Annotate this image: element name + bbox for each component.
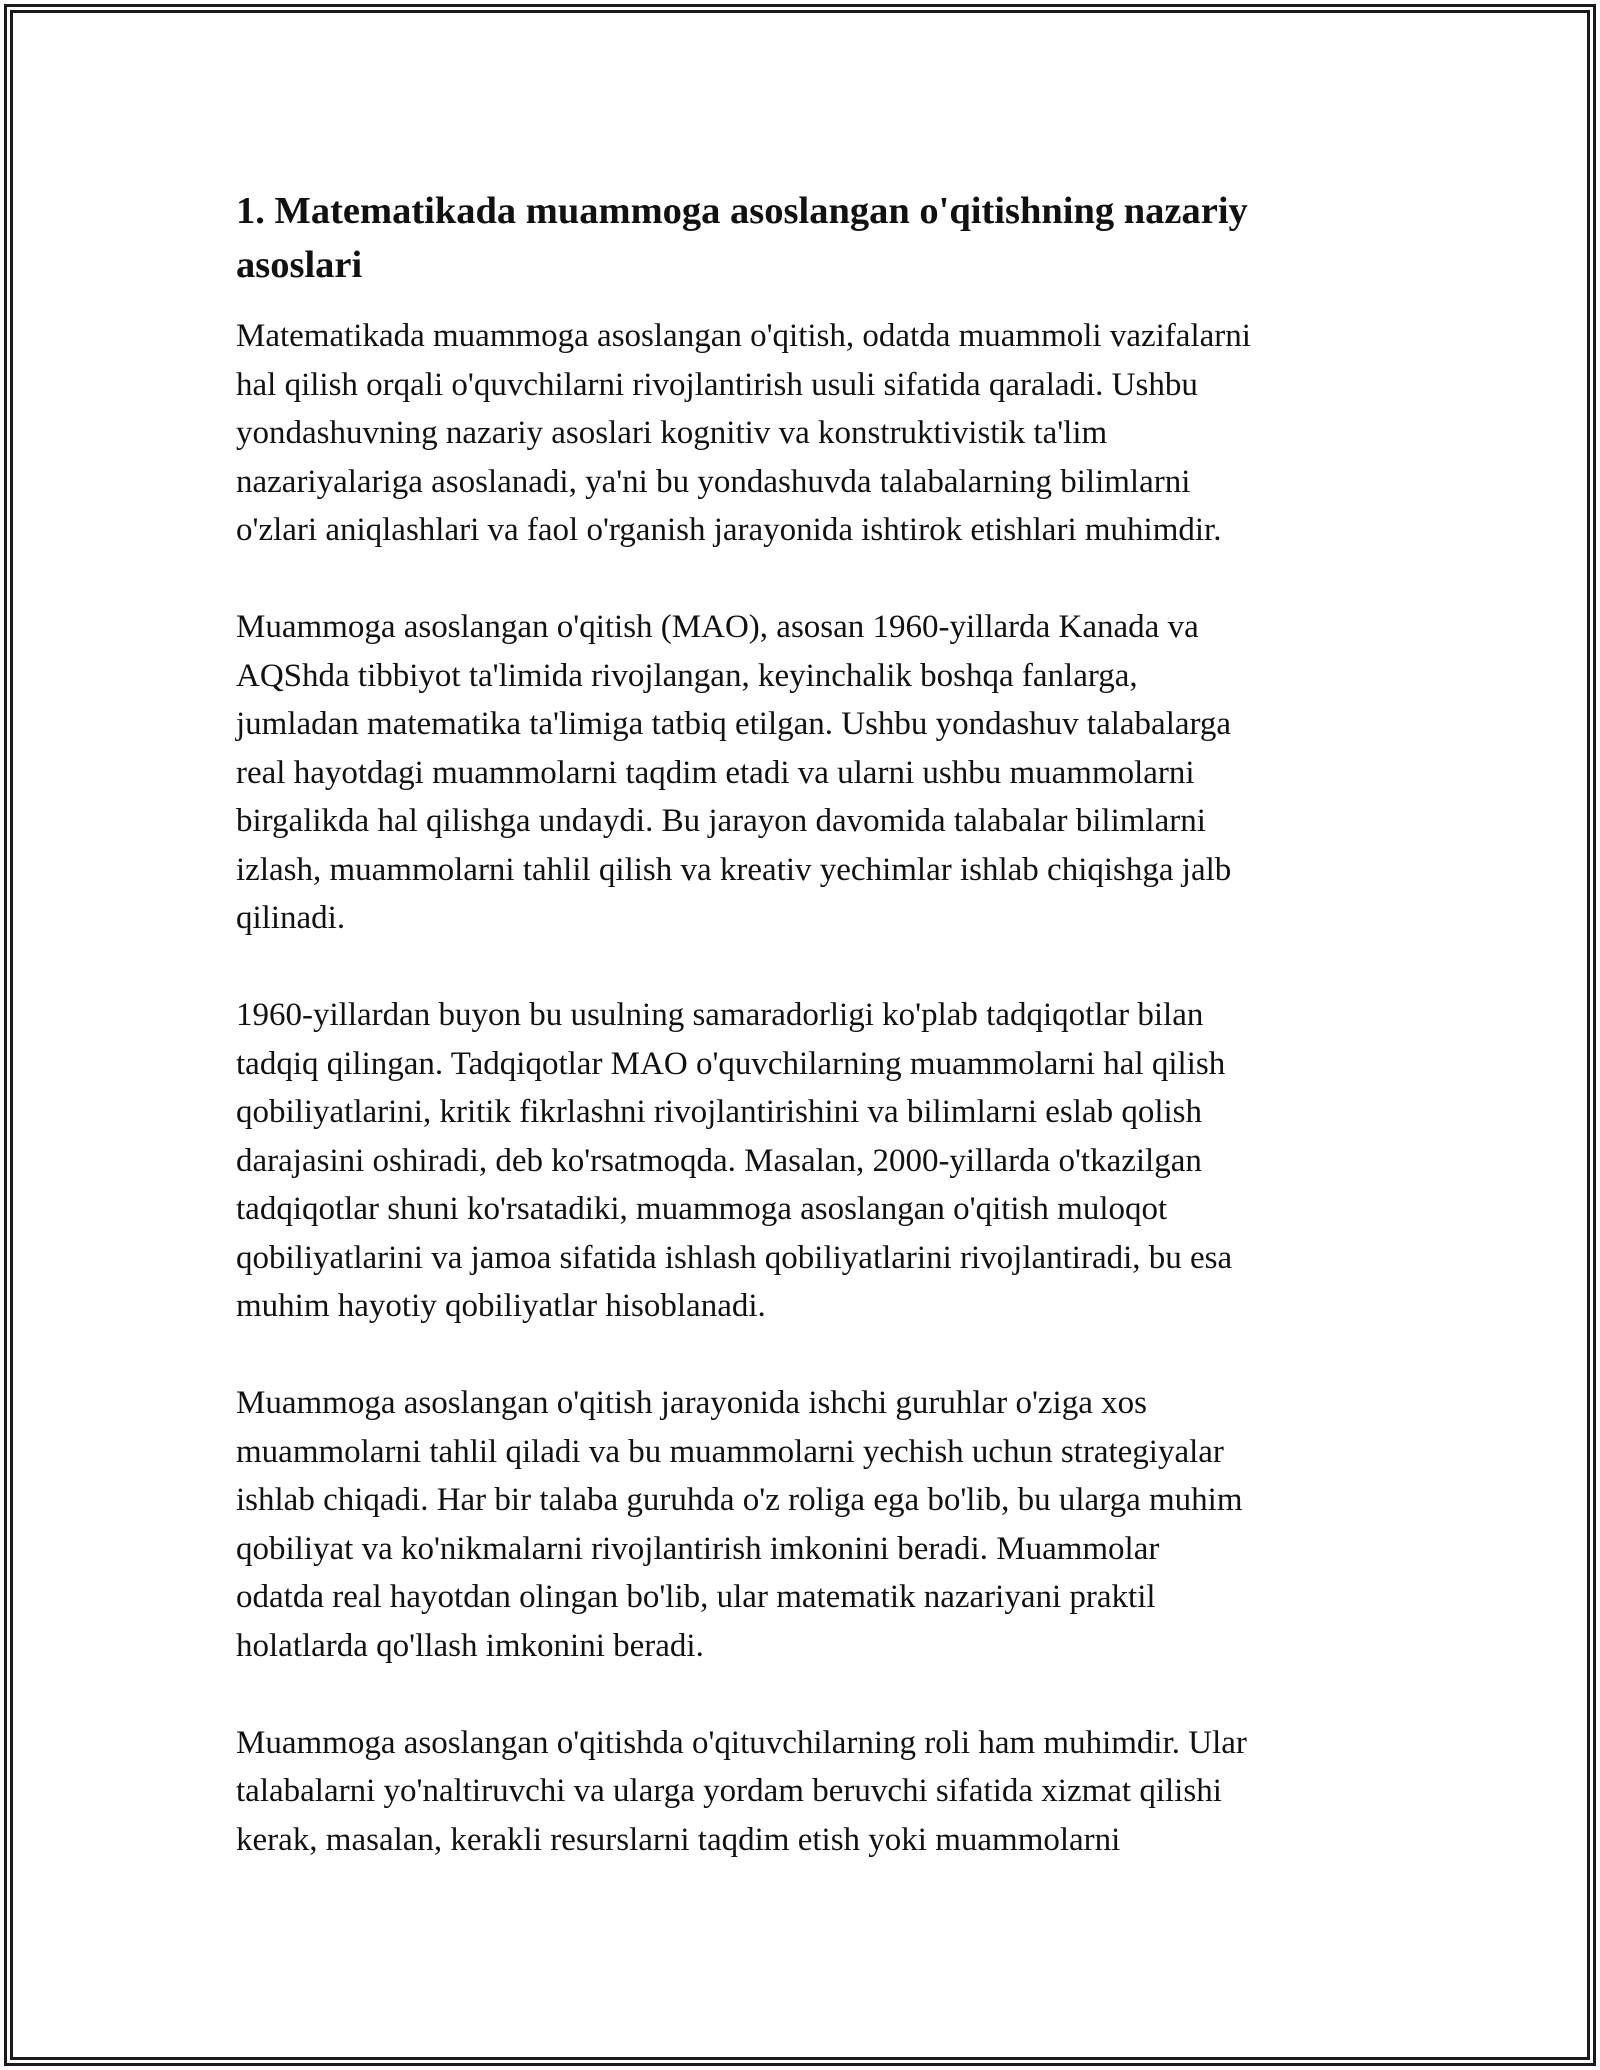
paragraph-line: 1960-yillardan buyon bu usulning samaradorligi ko'plab tadqiqotlar bilan bbox=[236, 997, 1204, 1033]
paragraph-line: muammolarni tahlil qiladi va bu muammolarni yechish uchun strategiyalar bbox=[236, 1433, 1224, 1470]
paragraph-line: real hayotdagi muammolarni taqdim etadi va ularni ushbu muammolarni bbox=[236, 754, 1195, 791]
paragraph-line: AQShda tibbiyot ta'limida rivojlangan, keyinchalik boshqa fanlarga, bbox=[236, 657, 1138, 694]
paragraph-3 bbox=[236, 991, 1386, 1331]
paragraph-2 bbox=[236, 603, 1386, 943]
paragraph-line: Muammoga asoslangan o'qitish jarayonida ishchi guruhlar o'ziga xos bbox=[236, 1385, 1147, 1421]
section-heading bbox=[236, 184, 1386, 292]
paragraph-line: ishlab chiqadi. Har bir talaba guruhda o'z roliga ega bo'lib, bu ularga muhim bbox=[236, 1482, 1243, 1518]
paragraph-line: muhim hayotiy qobiliyatlar hisoblanadi. bbox=[236, 1288, 766, 1324]
paragraph-line: kerak, masalan, kerakli resurslarni taqdim etish yoki muammolarni bbox=[236, 1821, 1121, 1858]
paragraph-line: Matematikada muammoga asoslangan o'qitish, odatda muammoli vazifalarni bbox=[236, 318, 1251, 354]
paragraph-line: Muammoga asoslangan o'qitish (MAO), asosan 1960-yillarda Kanada va bbox=[236, 609, 1199, 645]
paragraph-1 bbox=[236, 312, 1386, 555]
paragraph-line: hal qilish orqali o'quvchilarni rivojlantirish usuli sifatida qaraladi. Ushbu bbox=[236, 366, 1198, 403]
paragraph-line: qobiliyatlarini va jamoa sifatida ishlash qobiliyatlarini rivojlantiradi, bu esa bbox=[236, 1239, 1233, 1276]
heading-line: 1. Matematikada muammoga asoslangan o'qitishning nazariy bbox=[236, 190, 1248, 232]
paragraph-line: qobiliyatlarini, kritik fikrlashni rivojlantirishini va bilimlarni eslab qolish bbox=[236, 1094, 1203, 1130]
paragraph-line: tadqiqotlar shuni ko'rsatadiki, muammoga asoslangan o'qitish muloqot bbox=[236, 1191, 1168, 1227]
paragraph-line: holatlarda qo'llash imkonini beradi. bbox=[236, 1627, 704, 1664]
paragraph-line: Muammoga asoslangan o'qitishda o'qituvchilarning roli ham muhimdir. Ular bbox=[236, 1724, 1247, 1761]
paragraph-line: izlash, muammolarni tahlil qilish va kreativ yechimlar ishlab chiqishga jalb bbox=[236, 851, 1232, 888]
paragraph-4 bbox=[236, 1379, 1386, 1670]
paragraph-line: odatda real hayotdan olingan bo'lib, ular matematik nazariyani praktil bbox=[236, 1579, 1156, 1615]
paragraph-line: jumladan matematika ta'limiga tatbiq etilgan. Ushbu yondashuv talabalarga bbox=[236, 706, 1232, 742]
paragraph-line: tadqiq qilingan. Tadqiqotlar MAO o'quvchilarning muammolarni hal qilish bbox=[236, 1045, 1226, 1082]
paragraph-line: o'zlari aniqlashlari va faol o'rganish jarayonida ishtirok etishlari muhimdir. bbox=[236, 512, 1222, 548]
paragraph-line: nazariyalariga asoslanadi, ya'ni bu yondashuvda talabalarning bilimlarni bbox=[236, 463, 1191, 500]
paragraph-line: darajasini oshiradi, deb ko'rsatmoqda. Masalan, 2000-yillarda o'tkazilgan bbox=[236, 1142, 1202, 1179]
heading-line: asoslari bbox=[236, 244, 363, 286]
paragraph-line: qilinadi. bbox=[236, 900, 346, 936]
paragraph-line: yondashuvning nazariy asoslari kognitiv va konstruktivistik ta'lim bbox=[236, 415, 1108, 451]
document-body bbox=[236, 184, 1386, 1913]
paragraph-5 bbox=[236, 1719, 1386, 1865]
paragraph-line: qobiliyat va ko'nikmalarni rivojlantirish imkonini beradi. Muammolar bbox=[236, 1530, 1160, 1567]
paragraph-line: birgalikda hal qilishga undaydi. Bu jarayon davomida talabalar bilimlarni bbox=[236, 803, 1206, 839]
paragraph-line: talabalarni yo'naltiruvchi va ularga yordam beruvchi sifatida xizmat qilishi bbox=[236, 1773, 1222, 1809]
